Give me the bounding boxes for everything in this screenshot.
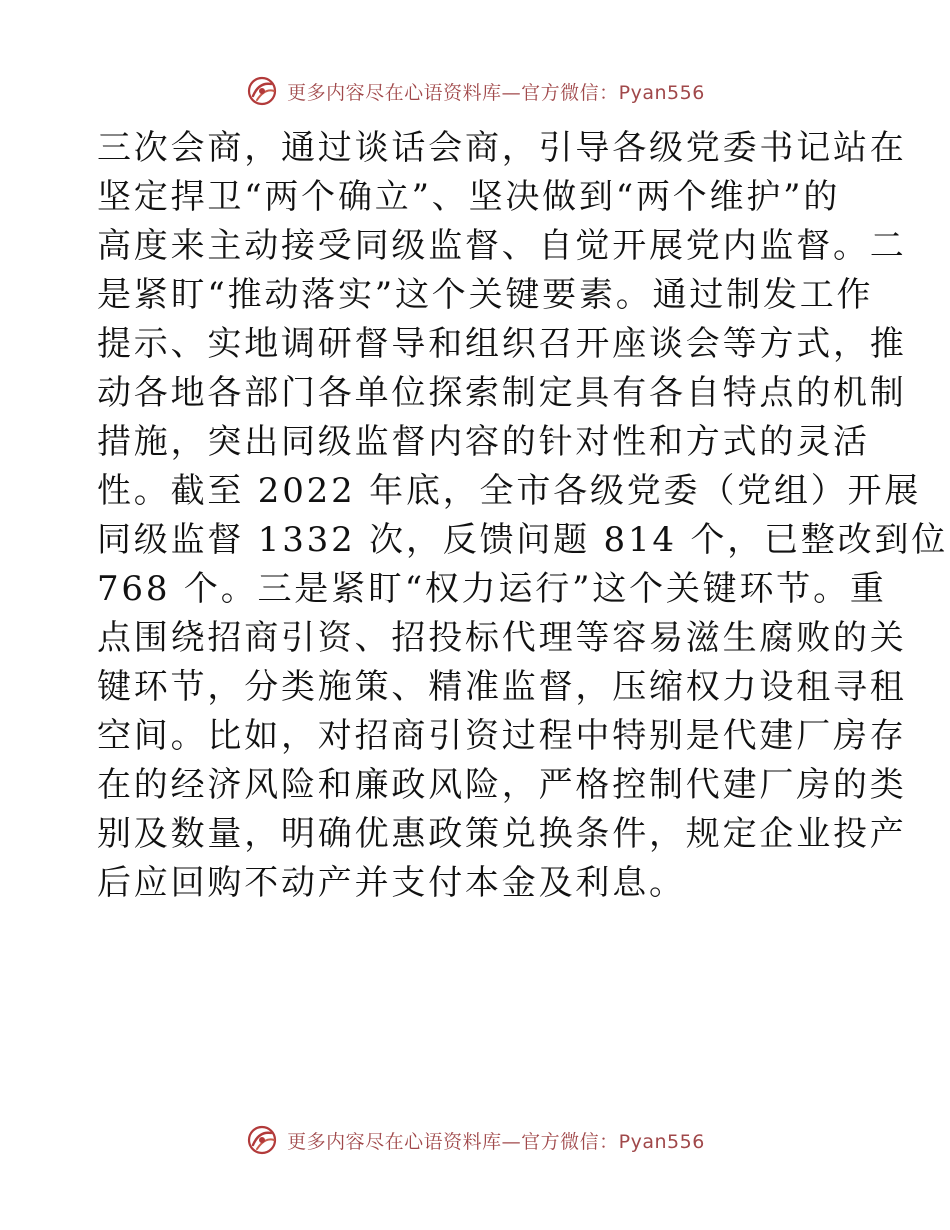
text-line: 同级监督 1332 次，反馈问题 814 个，已整改到位	[97, 520, 949, 560]
text-line: 措施，突出同级监督内容的针对性和方式的灵活	[97, 422, 870, 462]
header-watermark	[0, 71, 950, 111]
text-line: 是紧盯“推动落实”这个关键要素。通过制发工作	[97, 275, 874, 315]
text-line: 空间。比如，对招商引资过程中特别是代建厂房存	[97, 716, 907, 756]
red-swirl-logo-icon	[245, 74, 279, 108]
text-line: 提示、实地调研督导和组织召开座谈会等方式，推	[97, 324, 907, 364]
text-line: 高度来主动接受同级监督、自觉开展党内监督。二	[97, 226, 907, 266]
footer-watermark-text: 更多内容尽在心语资料库—官方微信：Pyan556	[287, 1130, 705, 1153]
red-swirl-logo-icon	[245, 1123, 279, 1157]
footer-watermark	[0, 1120, 950, 1160]
text-line: 动各地各部门各单位探索制定具有各自特点的机制	[97, 373, 907, 413]
text-line: 768 个。三是紧盯“权力运行”这个关键环节。重	[97, 569, 887, 609]
document-paragraph	[97, 124, 949, 908]
text-line: 在的经济风险和廉政风险，严格控制代建厂房的类	[97, 765, 907, 805]
text-line: 后应回购不动产并支付本金及利息。	[97, 863, 686, 903]
text-line: 键环节，分类施策、精准监督，压缩权力设租寻租	[97, 667, 907, 707]
header-watermark-text: 更多内容尽在心语资料库—官方微信：Pyan556	[287, 81, 705, 104]
text-line: 点围绕招商引资、招投标代理等容易滋生腐败的关	[97, 618, 907, 658]
header-watermark-handle: Pyan556	[618, 81, 705, 104]
footer-watermark-handle: Pyan556	[618, 1130, 705, 1153]
text-line: 性。截至 2022 年底，全市各级党委（党组）开展	[97, 471, 922, 511]
text-line: 别及数量，明确优惠政策兑换条件，规定企业投产	[97, 814, 907, 854]
text-line: 坚定捍卫“两个确立”、坚决做到“两个维护”的	[97, 177, 841, 217]
text-line: 三次会商，通过谈话会商，引导各级党委书记站在	[97, 128, 907, 168]
